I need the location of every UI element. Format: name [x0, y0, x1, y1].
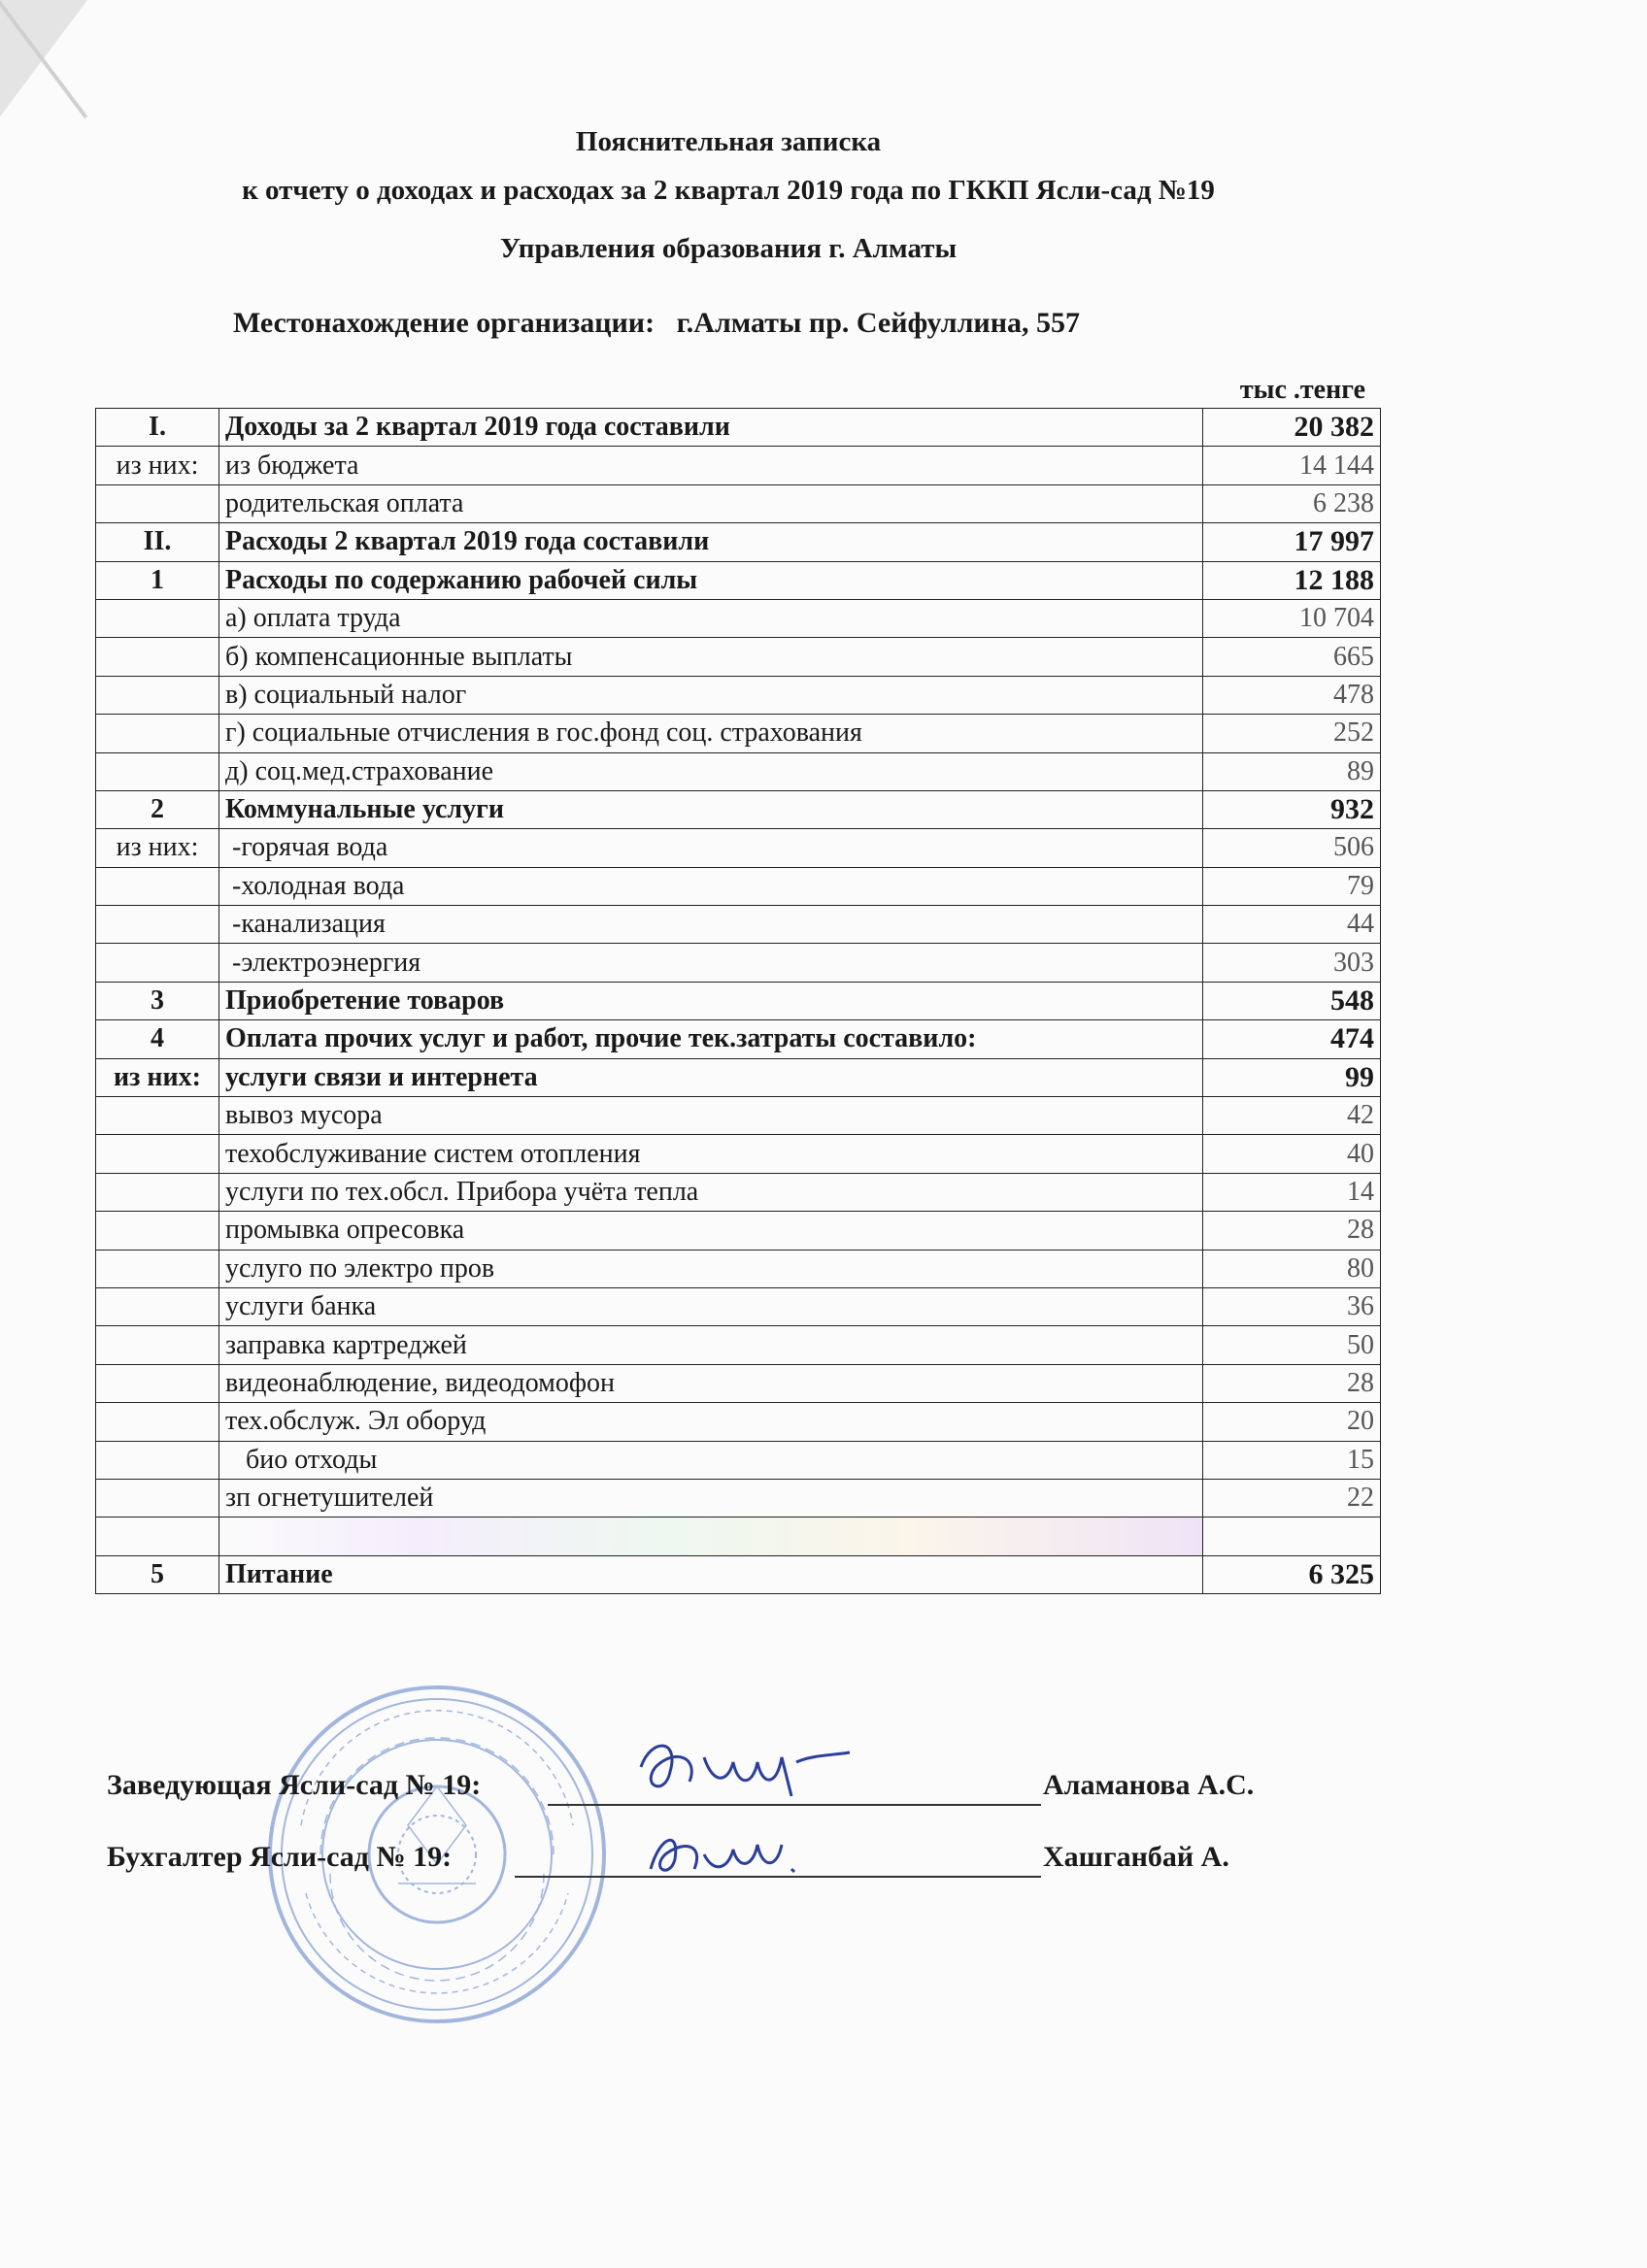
- table-row: [96, 944, 1381, 982]
- row-number-cell: [96, 1097, 219, 1135]
- row-number-cell: [96, 599, 219, 637]
- location-value: г.Алматы пр. Сейфуллина, 557: [676, 307, 1081, 339]
- table-row: [96, 1020, 1381, 1058]
- row-name-cell: услуги связи и интернета: [219, 1058, 1203, 1096]
- row-value-cell: 20 382: [1203, 409, 1381, 447]
- row-name-cell: видеонаблюдение, видеодомофон: [219, 1364, 1203, 1402]
- row-number-cell: из них:: [96, 1058, 219, 1096]
- table-row: [96, 561, 1381, 599]
- accountant-signature: [636, 1816, 811, 1893]
- row-name-cell: -горячая вода: [219, 829, 1203, 867]
- row-number-cell: [96, 867, 219, 905]
- accountant-signature-line: [515, 1876, 1041, 1878]
- row-value-cell: 6 325: [1203, 1555, 1381, 1593]
- row-value-cell: 10 704: [1203, 599, 1381, 637]
- table-row: [96, 1403, 1381, 1441]
- row-value-cell: 40: [1203, 1135, 1381, 1173]
- row-name-cell: б) компенсационные выплаты: [219, 638, 1203, 676]
- table-row: [96, 1518, 1381, 1555]
- row-name-cell: [219, 1518, 1203, 1555]
- row-name-cell: заправка картреджей: [219, 1326, 1203, 1364]
- row-name-cell: Питание: [219, 1555, 1203, 1593]
- row-number-cell: [96, 1518, 219, 1555]
- table-row: [96, 1212, 1381, 1250]
- table-row: [96, 906, 1381, 944]
- row-number-cell: [96, 1364, 219, 1402]
- row-number-cell: [96, 676, 219, 714]
- row-name-cell: Оплата прочих услуг и работ, прочие тек.затраты составило:: [219, 1020, 1203, 1058]
- table-row: [96, 638, 1381, 676]
- row-value-cell: 42: [1203, 1097, 1381, 1135]
- table-row: [96, 715, 1381, 752]
- row-name-cell: Расходы по содержанию рабочей силы: [219, 561, 1203, 599]
- row-value-cell: 17 997: [1203, 523, 1381, 561]
- unit-label: тыс .тенге: [1239, 375, 1365, 405]
- row-value-cell: 548: [1203, 982, 1381, 1019]
- table-row: [96, 829, 1381, 867]
- row-value-cell: 14: [1203, 1173, 1381, 1211]
- row-name-cell: Доходы за 2 квартал 2019 года составили: [219, 409, 1203, 447]
- row-name-cell: услуги банка: [219, 1287, 1203, 1325]
- row-name-cell: -канализация: [219, 906, 1203, 944]
- row-name-cell: услуго по электро пров: [219, 1250, 1203, 1287]
- row-value-cell: 478: [1203, 676, 1381, 714]
- table-row: [96, 1250, 1381, 1287]
- doc-title: Пояснительная записка: [575, 126, 882, 157]
- row-number-cell: [96, 1250, 219, 1287]
- row-number-cell: I.: [96, 409, 219, 447]
- accountant-label: Бухгалтер Ясли-сад № 19:: [107, 1841, 453, 1873]
- row-value-cell: 506: [1203, 829, 1381, 867]
- report-table: [95, 408, 1381, 1594]
- table-row: [96, 1479, 1381, 1517]
- row-value-cell: 22: [1203, 1479, 1381, 1517]
- row-number-cell: [96, 944, 219, 982]
- row-value-cell: 665: [1203, 638, 1381, 676]
- head-label: Заведующая Ясли-сад № 19:: [107, 1769, 482, 1801]
- row-value-cell: 80: [1203, 1250, 1381, 1287]
- row-number-cell: [96, 1479, 219, 1517]
- table-row: [96, 790, 1381, 828]
- head-signature-line: [548, 1804, 1041, 1806]
- doc-subtitle: к отчету о доходах и расходах за 2 квартал 2019 года по ГККП Ясли-сад №19: [242, 175, 1215, 206]
- head-signature: [622, 1728, 855, 1816]
- row-number-cell: [96, 1212, 219, 1250]
- table-row: [96, 1058, 1381, 1096]
- row-number-cell: из них:: [96, 829, 219, 867]
- row-value-cell: 12 188: [1203, 561, 1381, 599]
- table-row: [96, 1555, 1381, 1593]
- row-name-cell: био отходы: [219, 1441, 1203, 1479]
- row-number-cell: [96, 1403, 219, 1441]
- row-value-cell: 15: [1203, 1441, 1381, 1479]
- row-value-cell: 6 238: [1203, 484, 1381, 522]
- row-number-cell: [96, 1326, 219, 1364]
- table-row: [96, 1097, 1381, 1135]
- table-row: [96, 1326, 1381, 1364]
- row-value-cell: 303: [1203, 944, 1381, 982]
- row-name-cell: -холодная вода: [219, 867, 1203, 905]
- row-value-cell: 252: [1203, 715, 1381, 752]
- row-number-cell: [96, 1173, 219, 1211]
- table-row: [96, 409, 1381, 447]
- report-table-body: [96, 409, 1381, 1594]
- location-line: [233, 307, 1080, 340]
- row-name-cell: г) социальные отчисления в гос.фонд соц. страхования: [219, 715, 1203, 752]
- row-value-cell: 99: [1203, 1058, 1381, 1096]
- row-number-cell: [96, 638, 219, 676]
- table-row: [96, 1135, 1381, 1173]
- row-name-cell: родительская оплата: [219, 484, 1203, 522]
- row-name-cell: а) оплата труда: [219, 599, 1203, 637]
- row-number-cell: 1: [96, 561, 219, 599]
- row-name-cell: промывка опресовка: [219, 1212, 1203, 1250]
- row-number-cell: [96, 752, 219, 790]
- table-row: [96, 752, 1381, 790]
- row-number-cell: [96, 1287, 219, 1325]
- row-value-cell: 79: [1203, 867, 1381, 905]
- row-value-cell: 89: [1203, 752, 1381, 790]
- row-value-cell: [1203, 1518, 1381, 1555]
- row-value-cell: 474: [1203, 1020, 1381, 1058]
- row-name-cell: д) соц.мед.страхование: [219, 752, 1203, 790]
- row-name-cell: зп огнетушителей: [219, 1479, 1203, 1517]
- head-name: Аламанова А.С.: [1043, 1769, 1255, 1801]
- row-value-cell: 20: [1203, 1403, 1381, 1441]
- row-name-cell: Коммунальные услуги: [219, 790, 1203, 828]
- table-row: [96, 1364, 1381, 1402]
- row-number-cell: [96, 1135, 219, 1173]
- row-name-cell: тех.обслуж. Эл оборуд: [219, 1403, 1203, 1441]
- row-name-cell: услуги по тех.обсл. Прибора учёта тепла: [219, 1173, 1203, 1211]
- row-number-cell: 3: [96, 982, 219, 1019]
- row-value-cell: 14 144: [1203, 447, 1381, 484]
- row-value-cell: 36: [1203, 1287, 1381, 1325]
- row-value-cell: 44: [1203, 906, 1381, 944]
- doc-department: Управления образования г. Алматы: [499, 233, 958, 264]
- row-name-cell: Приобретение товаров: [219, 982, 1203, 1019]
- row-name-cell: Расходы 2 квартал 2019 года составили: [219, 523, 1203, 561]
- accountant-name: Хашганбай А.: [1043, 1841, 1229, 1873]
- row-number-cell: [96, 715, 219, 752]
- table-row: [96, 676, 1381, 714]
- row-value-cell: 50: [1203, 1326, 1381, 1364]
- row-value-cell: 932: [1203, 790, 1381, 828]
- row-name-cell: вывоз мусора: [219, 1097, 1203, 1135]
- table-row: [96, 599, 1381, 637]
- row-name-cell: из бюджета: [219, 447, 1203, 484]
- table-row: [96, 1441, 1381, 1479]
- table-row: [96, 447, 1381, 484]
- table-row: [96, 1173, 1381, 1211]
- table-row: [96, 982, 1381, 1019]
- row-number-cell: 2: [96, 790, 219, 828]
- row-number-cell: [96, 906, 219, 944]
- table-row: [96, 867, 1381, 905]
- row-number-cell: II.: [96, 523, 219, 561]
- row-value-cell: 28: [1203, 1212, 1381, 1250]
- row-name-cell: в) социальный налог: [219, 676, 1203, 714]
- row-number-cell: [96, 484, 219, 522]
- table-row: [96, 523, 1381, 561]
- row-number-cell: из них:: [96, 447, 219, 484]
- row-name-cell: техобслуживание систем отопления: [219, 1135, 1203, 1173]
- row-value-cell: 28: [1203, 1364, 1381, 1402]
- table-row: [96, 1287, 1381, 1325]
- row-number-cell: 4: [96, 1020, 219, 1058]
- row-number-cell: [96, 1441, 219, 1479]
- location-label: Местонахождение организации:: [233, 307, 655, 339]
- table-row: [96, 484, 1381, 522]
- row-number-cell: 5: [96, 1555, 219, 1593]
- row-name-cell: -электроэнергия: [219, 944, 1203, 982]
